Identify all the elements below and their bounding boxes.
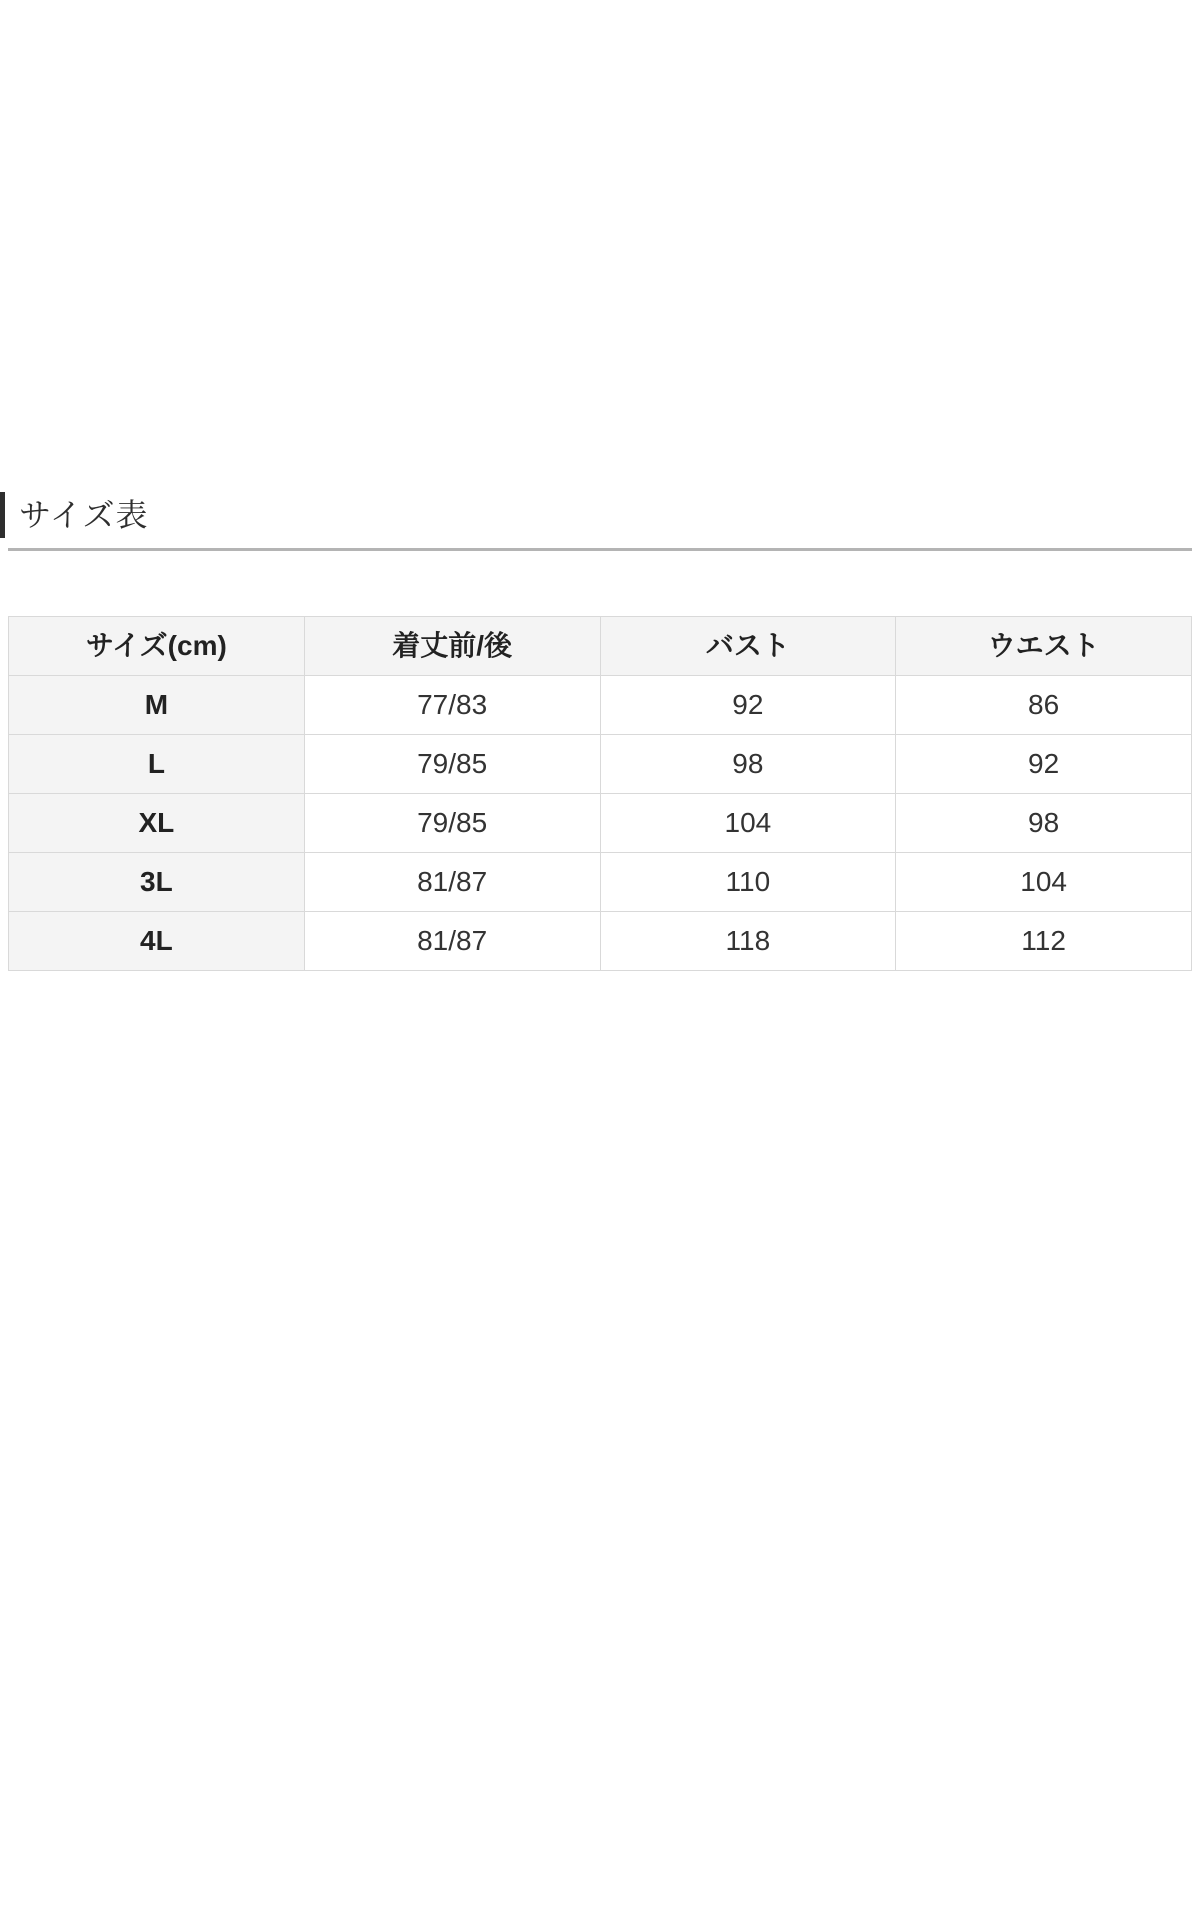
waist-cell: 112	[896, 912, 1192, 971]
bust-cell: 98	[600, 735, 896, 794]
table-row	[9, 794, 1192, 853]
length-cell: 79/85	[304, 735, 600, 794]
size-label-cell: 3L	[9, 853, 305, 912]
table-row	[9, 676, 1192, 735]
table-row	[9, 853, 1192, 912]
table-row	[9, 912, 1192, 971]
column-header-waist: ウエスト	[896, 617, 1192, 676]
bust-cell: 110	[600, 853, 896, 912]
size-table	[8, 616, 1192, 971]
size-table-body	[9, 676, 1192, 971]
column-header-bust: バスト	[600, 617, 896, 676]
column-header-length: 着丈前/後	[304, 617, 600, 676]
length-cell: 81/87	[304, 912, 600, 971]
section-divider	[8, 548, 1192, 551]
bust-cell: 92	[600, 676, 896, 735]
waist-cell: 98	[896, 794, 1192, 853]
page-content	[0, 492, 1200, 971]
title-accent-bar	[0, 492, 5, 538]
waist-cell: 104	[896, 853, 1192, 912]
waist-cell: 92	[896, 735, 1192, 794]
header-row	[9, 617, 1192, 676]
length-cell: 81/87	[304, 853, 600, 912]
bust-cell: 118	[600, 912, 896, 971]
length-cell: 79/85	[304, 794, 600, 853]
section-title: サイズ表	[19, 497, 149, 533]
column-header-size: サイズ(cm)	[9, 617, 305, 676]
table-row	[9, 735, 1192, 794]
size-label-cell: XL	[9, 794, 305, 853]
size-label-cell: M	[9, 676, 305, 735]
bust-cell: 104	[600, 794, 896, 853]
size-label-cell: L	[9, 735, 305, 794]
section-heading	[0, 492, 1192, 538]
waist-cell: 86	[896, 676, 1192, 735]
size-table-head	[9, 617, 1192, 676]
size-label-cell: 4L	[9, 912, 305, 971]
length-cell: 77/83	[304, 676, 600, 735]
